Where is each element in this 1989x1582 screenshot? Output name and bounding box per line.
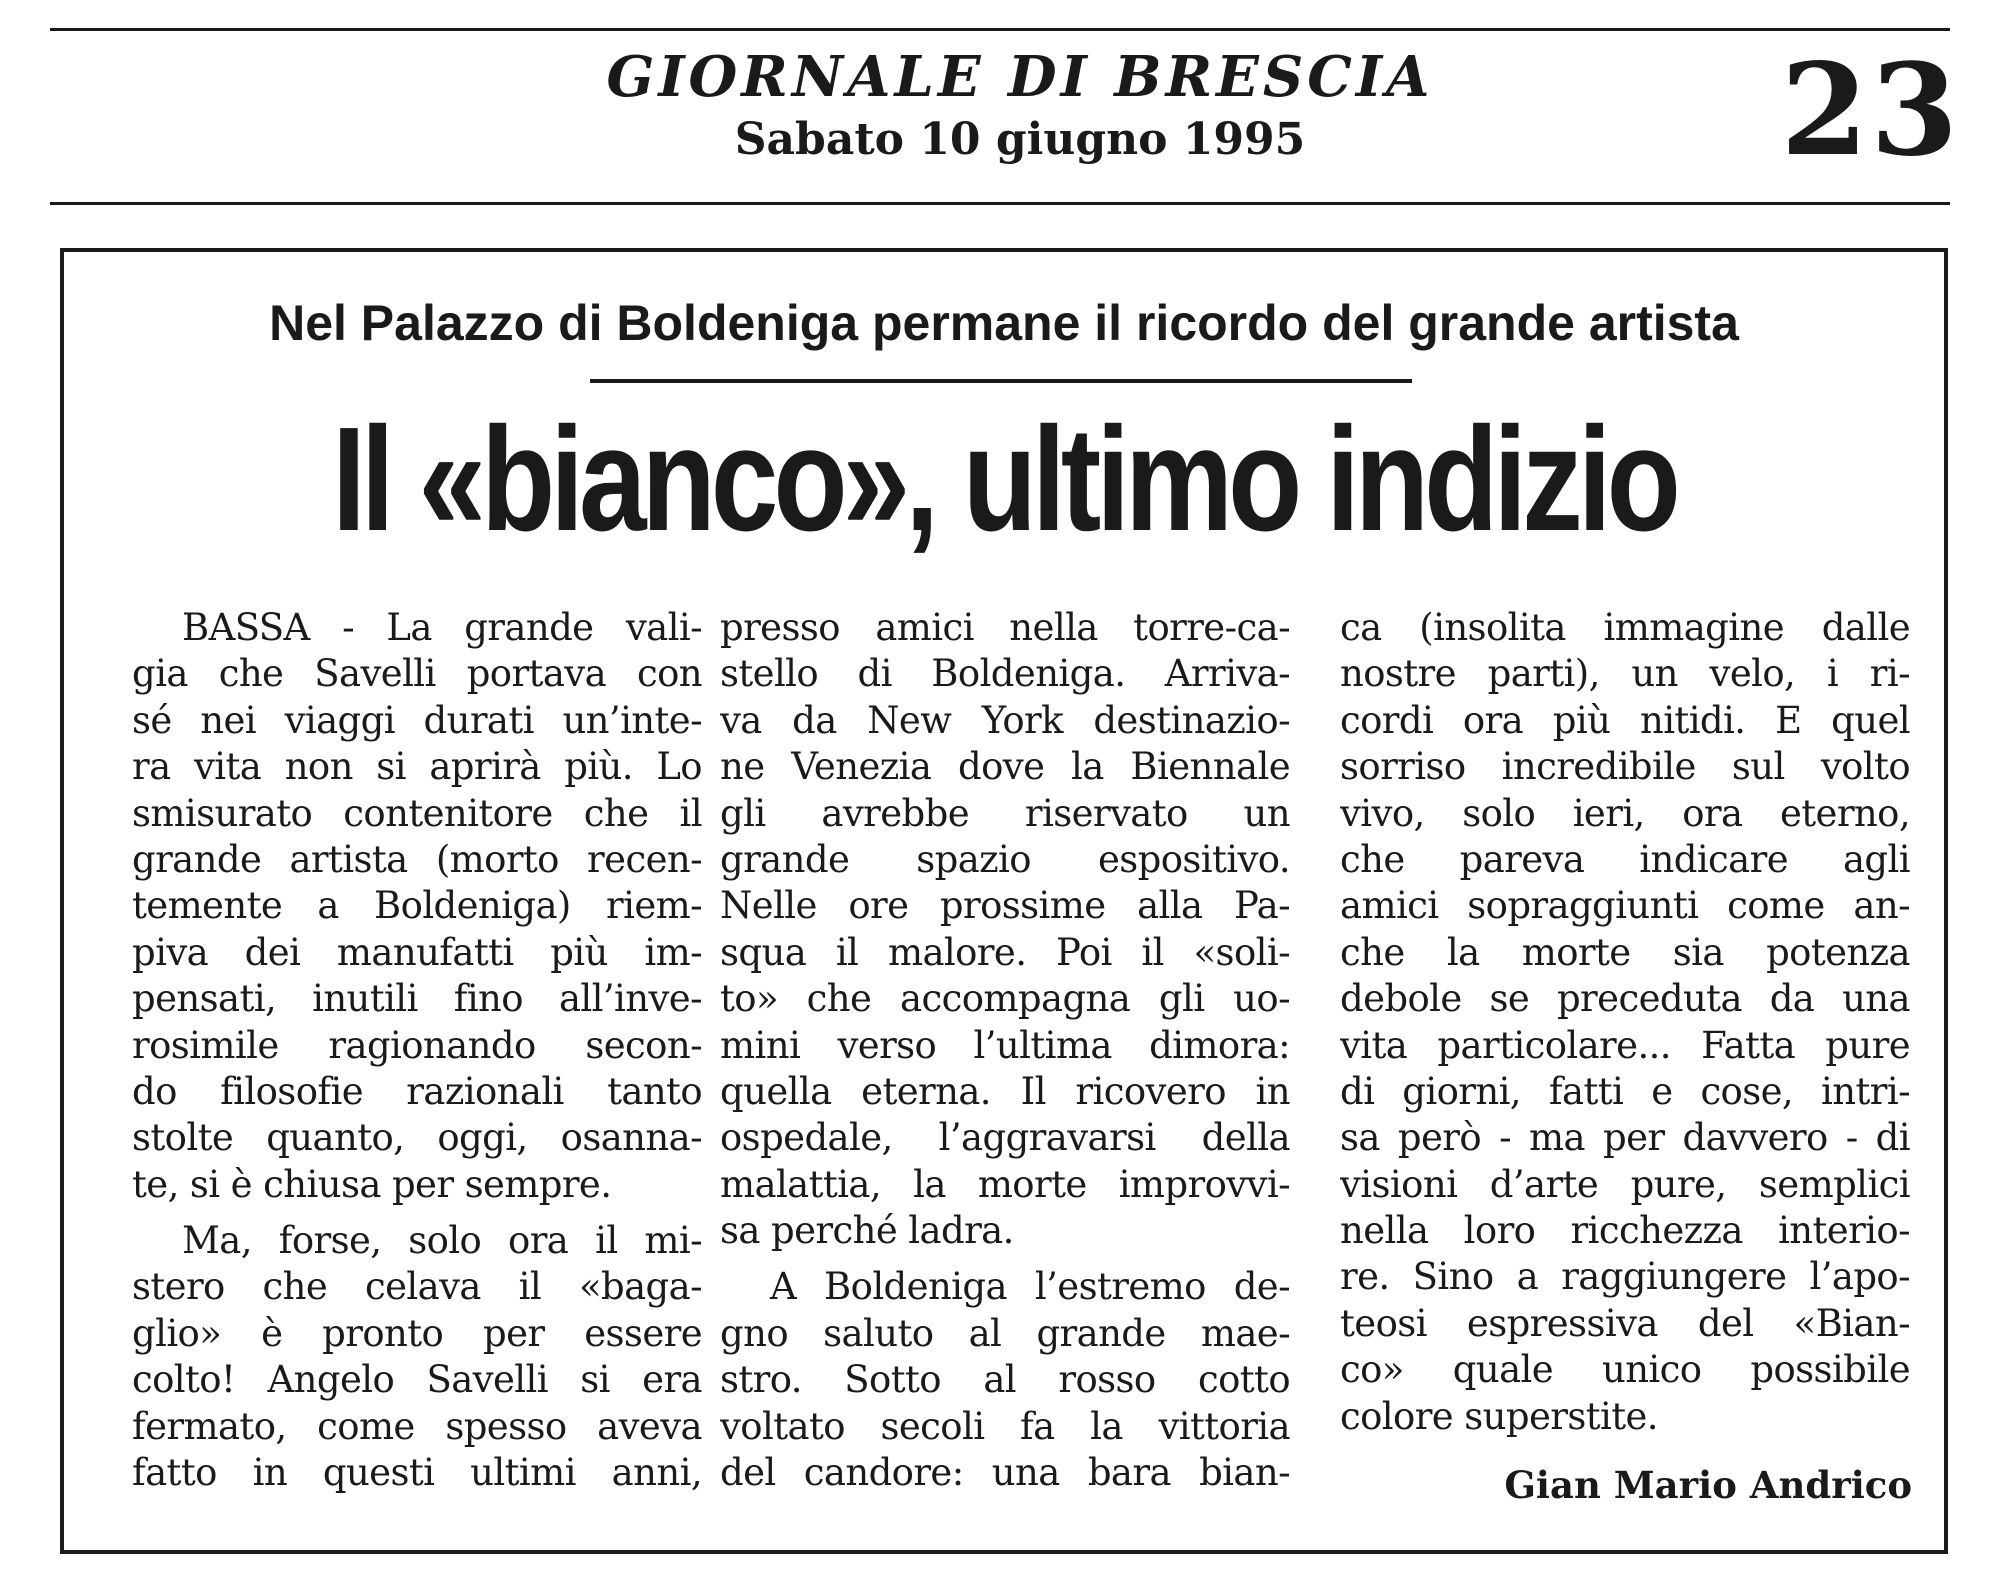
page-number: 23 [1780, 36, 1960, 184]
text-line: temente a Boldeniga) riem- [132, 884, 702, 928]
article-column-3 [1340, 605, 1910, 1440]
text-line: sa però - ma per davvero - di [1340, 1116, 1910, 1160]
text-line: ra vita non si aprirà più. Lo [132, 745, 702, 789]
article-kicker: Nel Palazzo di Boldeniga permane il ricordo del grande artista [269, 295, 1739, 351]
text-line: pensati, inutili fino all’inve- [132, 977, 702, 1021]
text-line: sa perché ladra. [720, 1209, 1014, 1253]
text-line: rosimile ragionando secon- [132, 1023, 702, 1067]
text-line: visioni d’arte pure, semplici [1340, 1162, 1910, 1206]
text-line: piva dei manufatti più im- [132, 930, 702, 974]
text-line: ca (insolita immagine dalle [1340, 606, 1910, 649]
text-line: Nelle ore prossime alla Pa- [720, 884, 1290, 928]
text-line: fermato, come spesso aveva [132, 1404, 702, 1448]
newspaper-name: GIORNALE DI BRESCIA [606, 44, 1434, 110]
article-byline: Gian Mario Andrico [1504, 1463, 1912, 1507]
text-line: ospedale, l’aggravarsi della [720, 1116, 1290, 1160]
text-line: smisurato contenitore che il [132, 791, 702, 835]
text-line: va da New York destinazio- [720, 698, 1290, 742]
text-line: mini verso l’ultima dimora: [720, 1023, 1290, 1067]
text-line: debole se preceduta da una [1340, 977, 1910, 1021]
text-line: grande artista (morto recen- [132, 837, 702, 881]
text-line: do filosofie razionali tanto [132, 1069, 702, 1113]
text-line: quella eterna. Il ricovero in [720, 1069, 1290, 1113]
text-line: ne Venezia dove la Biennale [720, 745, 1290, 789]
text-line: te, si è chiusa per sempre. [132, 1162, 612, 1206]
text-line: grande spazio espositivo. [720, 837, 1290, 881]
text-line: stolte quanto, oggi, osanna- [132, 1116, 702, 1160]
text-line: colore superstite. [1340, 1394, 1658, 1438]
text-line: di giorni, fatti e cose, intri- [1340, 1069, 1910, 1113]
text-line: amici sopraggiunti come an- [1340, 884, 1910, 928]
paragraph-gap [132, 1208, 702, 1218]
kicker-divider [590, 379, 1412, 383]
text-line: re. Sino a raggiungere l’apo- [1340, 1255, 1910, 1299]
text-line: squa il malore. Poi il «soli- [720, 930, 1290, 974]
text-line: fatto in questi ultimi anni, [132, 1451, 702, 1495]
masthead-bottom-rule [50, 202, 1950, 205]
text-line: che la morte sia potenza [1340, 930, 1910, 974]
text-line: voltato secoli fa la vittoria [720, 1404, 1290, 1448]
text-line: sorriso incredibile sul volto [1340, 745, 1910, 789]
text-line: glio» è pronto per essere [132, 1311, 702, 1355]
text-line: gli avrebbe riservato un [720, 791, 1290, 835]
text-line: sé nei viaggi durati un’inte- [132, 698, 702, 742]
text-line: cordi ora più nitidi. E quel [1340, 698, 1910, 742]
masthead-top-rule [50, 28, 1950, 31]
text-line: vivo, solo ieri, ora eterno, [1340, 791, 1910, 835]
text-line: che pareva indicare agli [1340, 837, 1910, 881]
text-line: nella loro ricchezza interio- [1340, 1209, 1910, 1253]
text-line: stro. Sotto al rosso cotto [720, 1358, 1290, 1402]
text-line: stero che celava il «baga- [132, 1265, 702, 1309]
article-column-1 [132, 605, 702, 1496]
text-line: presso amici nella torre-ca- [720, 606, 1290, 649]
text-line: vita particolare... Fatta pure [1340, 1023, 1910, 1067]
text-line: colto! Angelo Savelli si era [132, 1358, 702, 1402]
text-line: to» che accompagna gli uo- [720, 977, 1290, 1021]
text-line: gia che Savelli portava con [132, 652, 702, 696]
article-headline: Il «bianco», ultimo indizio [332, 397, 1676, 562]
text-line: malattia, la morte improvvi- [720, 1162, 1290, 1206]
text-line: teosi espressiva del «Bian- [1340, 1301, 1910, 1345]
paragraph-gap [720, 1254, 1290, 1264]
text-line: co» quale unico possibile [1340, 1348, 1910, 1392]
text-line: stello di Boldeniga. Arriva- [720, 652, 1290, 696]
text-line: gno saluto al grande mae- [720, 1311, 1290, 1355]
text-line: BASSA - La grande vali- [182, 606, 702, 649]
text-line: Ma, forse, solo ora il mi- [182, 1219, 702, 1263]
text-line: nostre parti), un velo, i ri- [1340, 652, 1910, 696]
issue-date: Sabato 10 giugno 1995 [734, 114, 1306, 165]
text-line: del candore: una bara bian- [720, 1451, 1290, 1495]
text-line: A Boldeniga l’estremo de- [770, 1265, 1290, 1309]
article-column-2 [720, 605, 1290, 1496]
